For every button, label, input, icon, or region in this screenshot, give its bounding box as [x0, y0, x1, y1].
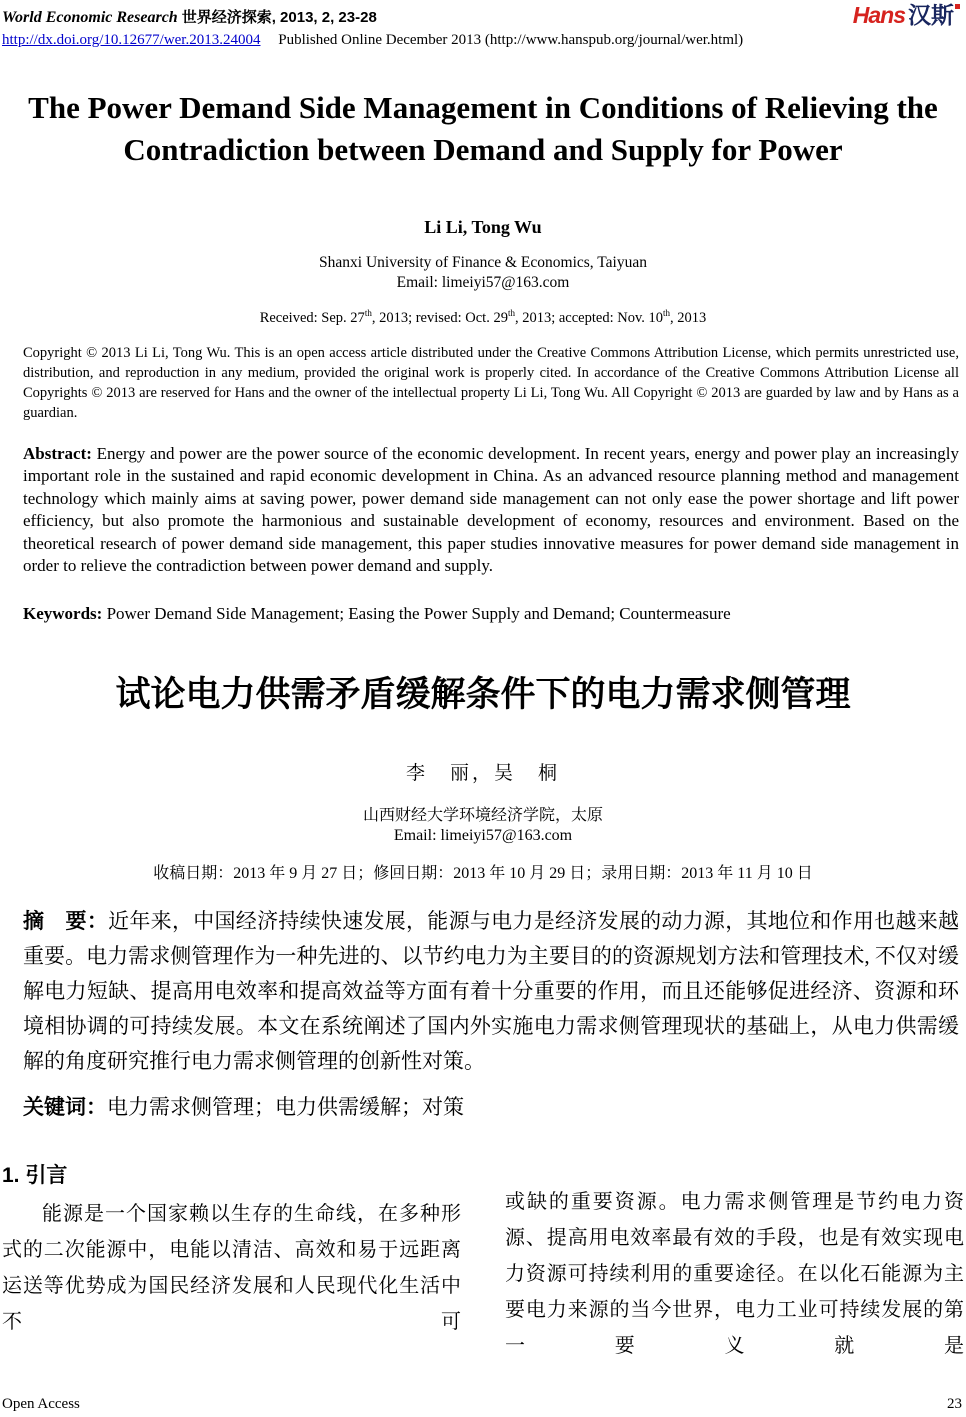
page-header	[0, 0, 966, 49]
keywords-zh-label: 关键词：	[23, 1095, 107, 1119]
article-title-en: The Power Demand Side Management in Conditions of Relieving the Contradiction between Demand and Supply for Power	[28, 90, 938, 167]
keywords-zh-body: 电力需求侧管理；电力供需缓解；对策	[107, 1094, 464, 1119]
open-access-label: Open Access	[2, 1396, 80, 1412]
received-part: , 2013; revised: Oct. 29	[371, 309, 508, 326]
abstract-en	[23, 443, 959, 578]
published-online-info: Published Online December 2013 (http://www.hanspub.org/journal/wer.html)	[278, 32, 744, 48]
left-column	[2, 1162, 461, 1364]
keywords-en	[23, 602, 959, 625]
abstract-en-label: Abstract:	[23, 443, 92, 463]
journal-name: World Economic Research	[2, 9, 178, 26]
hans-publisher-logo	[853, 3, 960, 27]
keywords-en-body: Power Demand Side Management; Easing the Power Supply and Demand; Countermeasure	[106, 603, 731, 623]
journal-issue-info: 世界经济探索, 2013, 2, 23-28	[181, 9, 377, 26]
copyright-notice: Copyright © 2013 Li Li, Tong Wu. This is an open access article distributed under the Creative Commons Attribution License, which permits unrestricted use, distribution, and reproduction in any medium, provided the original work is properly cited. In accordance of the Creative Commons Attribution License all Copyrights © 2013 are reserved for Hans and the owner of the intellectual property Li Li, Tong Wu. All Copyright © 2013 are guarded by law and by Hans as a guardian.	[23, 344, 959, 421]
received-part: , 2013; accepted: Nov. 10	[514, 309, 664, 326]
publication-line	[2, 32, 964, 49]
affiliation-en: Shanxi University of Finance & Economics, Taiyuan	[319, 254, 647, 271]
article-title-zh: 试论电力供需矛盾缓解条件下的电力需求侧管理	[115, 674, 851, 714]
journal-line	[2, 6, 964, 27]
affiliation-block-en	[0, 253, 966, 293]
affiliation-zh: 山西财经大学环境经济学院，太原	[362, 806, 603, 824]
page-footer	[2, 1396, 962, 1413]
hans-logo-square-icon	[955, 4, 960, 9]
hans-logo-wordmark: Hans	[852, 2, 905, 28]
body-columns	[2, 1162, 964, 1364]
received-part: Received: Sep. 27	[259, 309, 365, 326]
received-superscript: th	[507, 308, 515, 318]
page-number: 23	[947, 1396, 962, 1412]
received-dates-en	[0, 308, 966, 327]
abstract-zh-body: 近年来，中国经济持续快速发展，能源与电力是经济发展的动力源，其地位和作用也越来越重要。电力需求侧管理作为一种先进的、以节约电力为主要目的的资源规划方法和管理技术, 不仅对缓解电力短缺、提高用电效率和提高效益等方面有着十分重要的作用，而且还能够促进经济、资源和环境相协调的可持续发展。本文在系统阐述了国内外实施电力需求侧管理现状的基础上，从电力供需缓解的角度研究推行电力需求侧管理的创新性对策。	[23, 908, 960, 1073]
received-superscript: th	[364, 308, 372, 318]
abstract-zh-label: 摘 要：	[23, 909, 109, 933]
authors-en: Li Li, Tong Wu	[424, 217, 542, 237]
dates-zh: 收稿日期：2013 年 9 月 27 日；修回日期：2013 年 10 月 29 日；录用日期：2013 年 11 月 10 日	[153, 864, 813, 882]
hans-logo-hanzi: 汉斯	[908, 2, 954, 28]
section-1-heading: 1. 引言	[2, 1163, 68, 1187]
abstract-en-body: Energy and power are the power source of the economic development. In recent years, energy and power play an increasingly important role in the sustained and rapid economic development in China. As an advanced resource planning method and management technology which mainly aims at saving power, power demand side management can not only ease the power shortage and lift power efficiency, but also promote the harmonious and sustainable development of economy, resources and environment. Based on the theoretical research of power demand side management, this paper studies innovative measures for power demand side management in order to relieve the contradiction between power demand and supply.	[23, 443, 960, 576]
abstract-zh	[23, 904, 959, 1079]
received-part: , 2013	[670, 309, 707, 326]
authors-zh: 李 丽，吴 桐	[405, 762, 560, 784]
affiliation-block-zh	[0, 806, 966, 846]
section-1-paragraph-right: 或缺的重要资源。电力需求侧管理是节约电力资源、提高用电效率最有效的手段，也是有效实现电力资源可持续利用的重要途径。在以化石能源为主要电力来源的当今世界，电力工业可持续发展的第一要义就是	[505, 1190, 964, 1357]
email-zh: Email: limeiyi57@163.com	[393, 826, 573, 844]
doi-link[interactable]: http://dx.doi.org/10.12677/wer.2013.24004	[2, 32, 261, 48]
right-column	[505, 1162, 964, 1364]
keywords-en-label: Keywords:	[23, 603, 103, 623]
section-1-paragraph-left: 能源是一个国家赖以生存的生命线，在多种形式的二次能源中，电能以清洁、高效和易于远距离运送等优势成为国民经济发展和人民现代化生活中不可	[2, 1202, 461, 1333]
email-en: Email: limeiyi57@163.com	[396, 274, 570, 291]
received-superscript: th	[663, 308, 671, 318]
keywords-zh	[23, 1095, 959, 1120]
